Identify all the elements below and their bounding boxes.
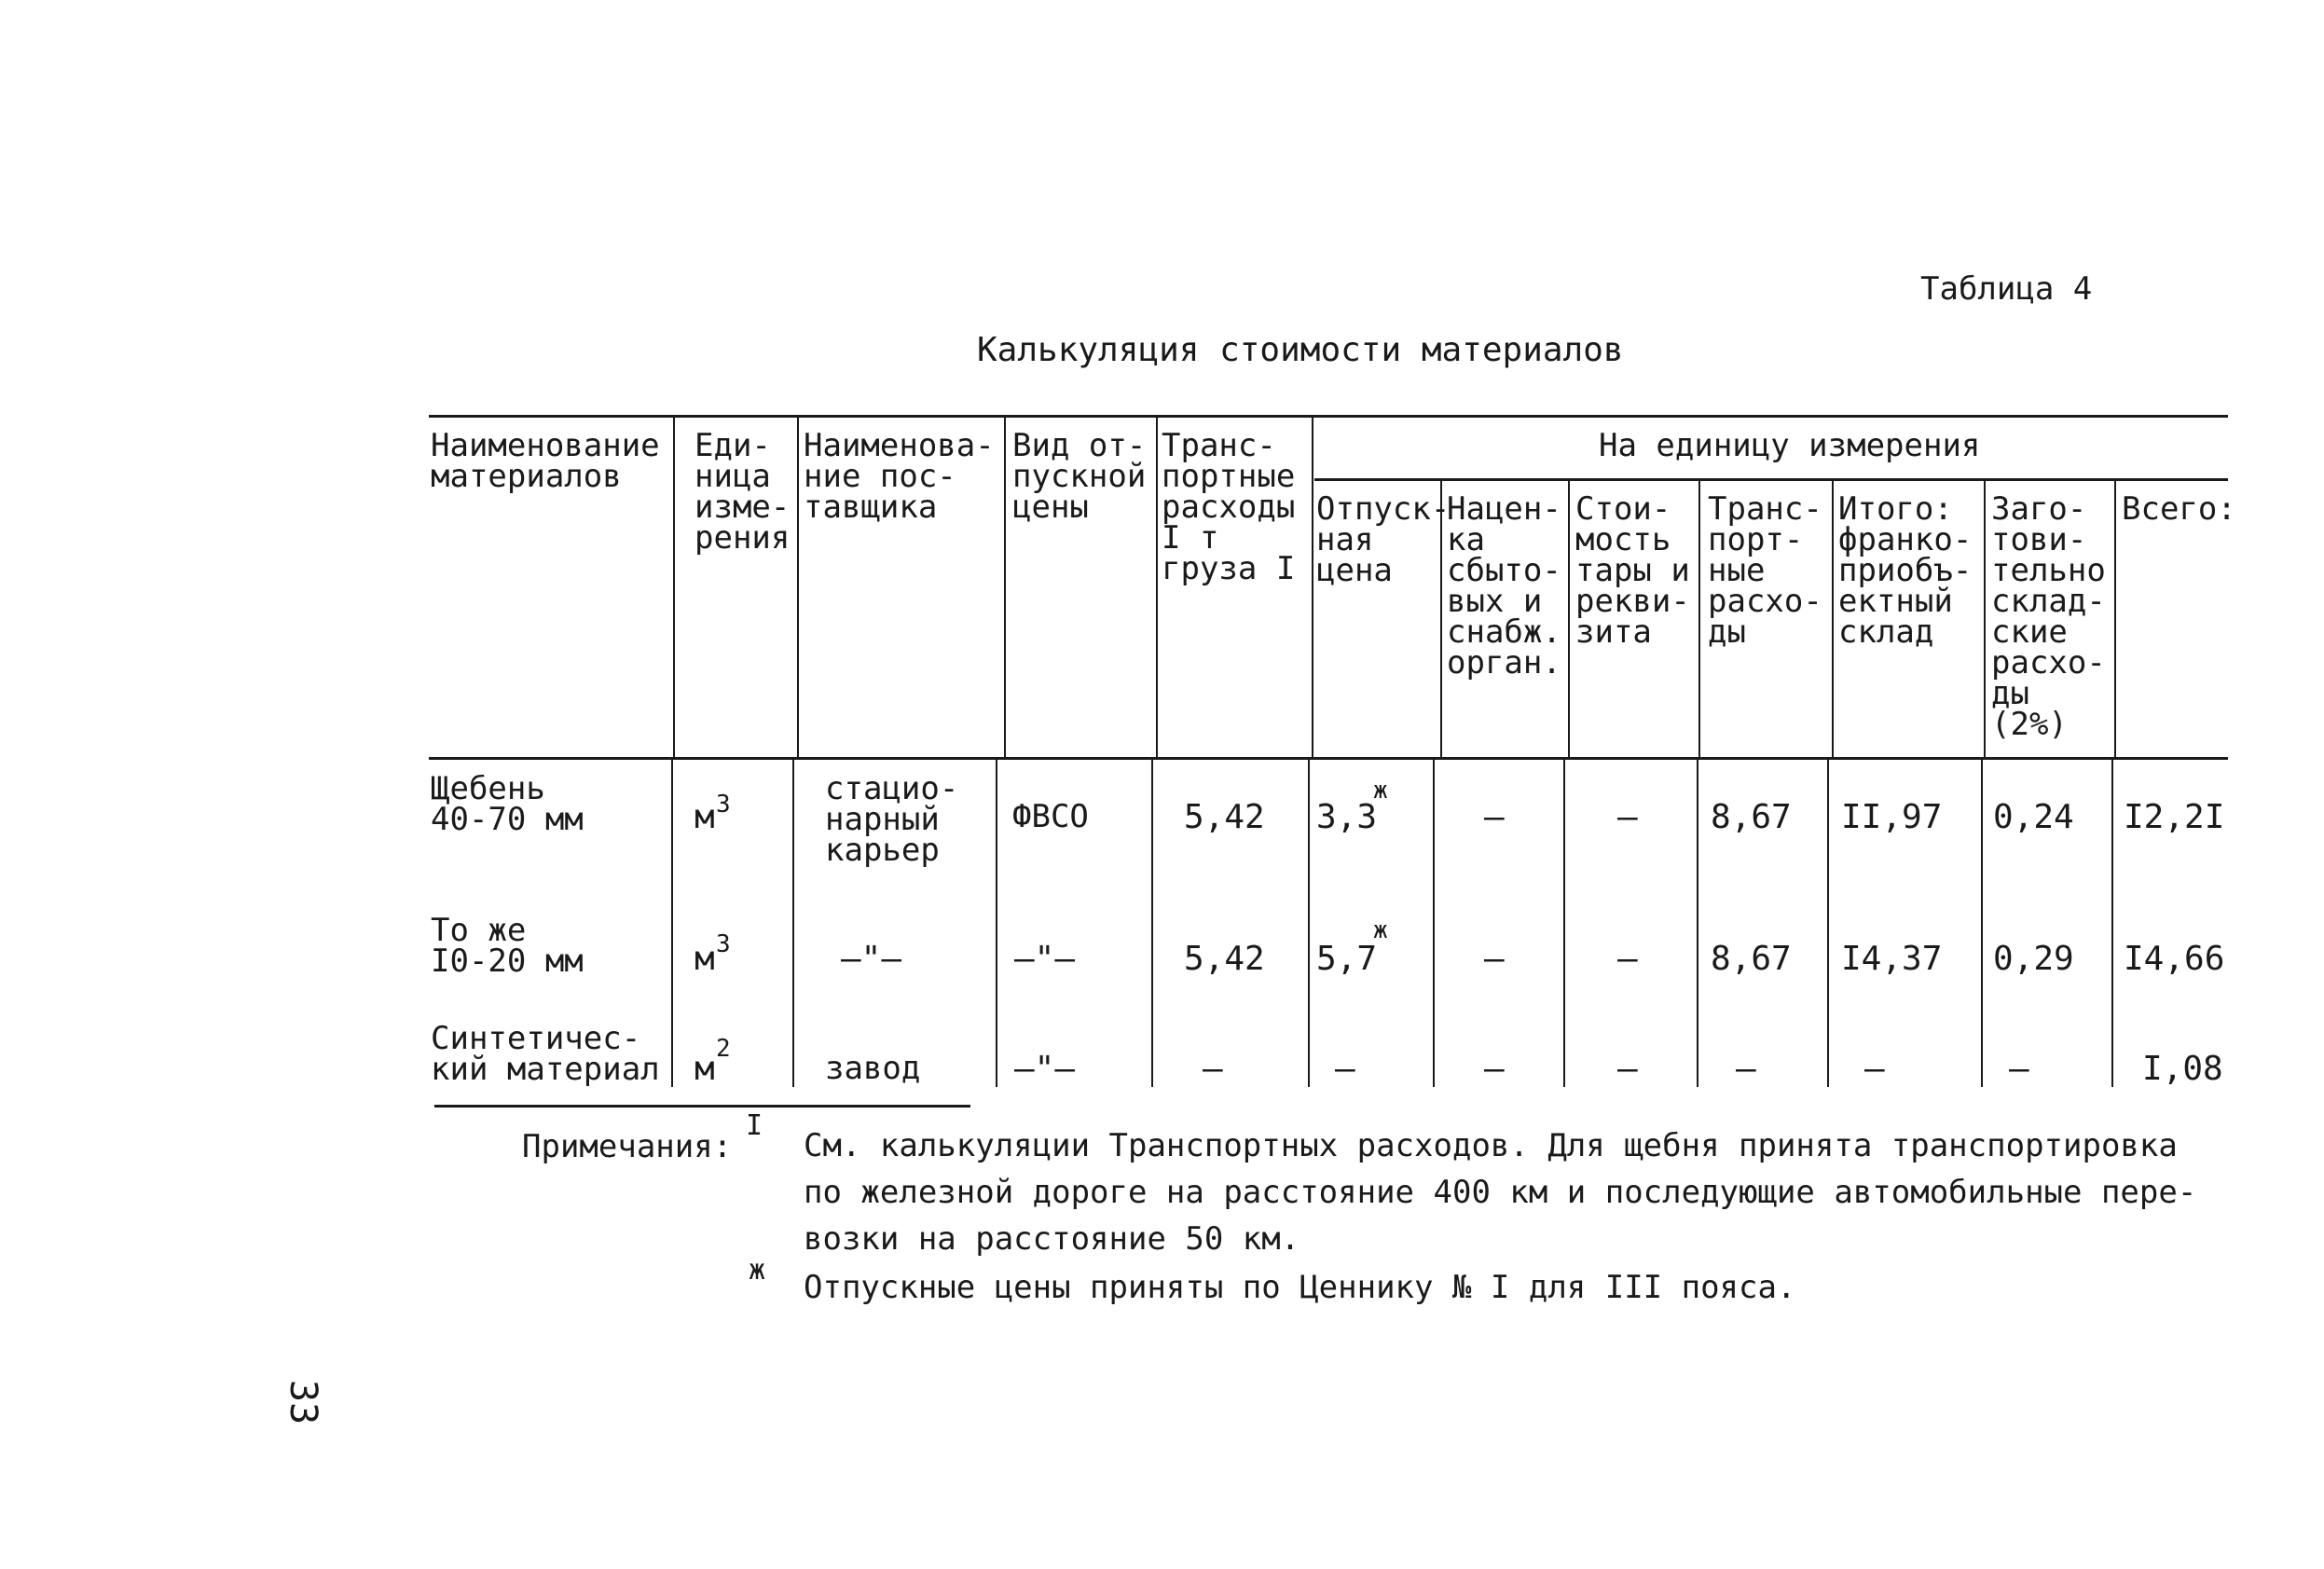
notes-label: Примечания: <box>522 1128 733 1165</box>
row2-release-price: 5,7 <box>1316 940 1378 978</box>
header-container-cost: Стои- мость тары и рекви- зита <box>1575 490 1690 651</box>
row3-price-type: –"– <box>1014 1050 1076 1088</box>
row2-supplier: –"– <box>841 940 902 978</box>
row3-supplier: завод <box>825 1050 921 1087</box>
row3-transport-cost: – <box>1203 1050 1223 1088</box>
header-transport: Транс- порт- ные расхо- ды <box>1708 490 1822 651</box>
row2-total-franco: I4,37 <box>1841 940 1943 978</box>
row2-transport-cost: 5,42 <box>1184 940 1265 978</box>
row1-total-franco: II,97 <box>1841 798 1943 836</box>
row1-supplier: стацио- нарный карьер <box>825 770 959 869</box>
row3-material: Синтетичес- кий материал <box>431 1020 660 1088</box>
header-price-type: Вид от- пускной цены <box>1012 427 1147 526</box>
table-label: Таблица 4 <box>1920 270 2093 308</box>
header-per-unit-group: На единицу измерения <box>1599 427 1981 464</box>
note-line-4: Отпускные цены приняты по Ценнику № I для III пояса. <box>804 1269 1796 1306</box>
row1-transport-cost: 5,42 <box>1184 798 1265 836</box>
row2-unit: м <box>694 940 715 978</box>
row3-unit-sup: 2 <box>716 1035 731 1063</box>
row1-procurement: 0,24 <box>1993 798 2074 836</box>
row1-markup: – <box>1484 798 1505 836</box>
note-line-1: См. калькуляции Транспортных расходов. Для щебня принята транспортировка <box>804 1127 2178 1164</box>
row1-unit-sup: 3 <box>716 791 731 819</box>
row1-release-price: 3,3 <box>1316 798 1378 836</box>
row2-transport: 8,67 <box>1711 940 1792 978</box>
row2-unit-sup: 3 <box>716 930 731 958</box>
table-title: Калькуляция стоимости материалов <box>977 331 1624 369</box>
row3-unit: м <box>694 1050 715 1088</box>
row2-procurement: 0,29 <box>1993 940 2074 978</box>
row3-total: I,08 <box>2142 1050 2223 1088</box>
row1-container-cost: – <box>1617 798 1638 836</box>
row2-total: I4,66 <box>2124 940 2225 978</box>
row3-markup: – <box>1484 1050 1505 1088</box>
row2-release-mark: ж <box>1373 916 1388 944</box>
row3-procurement: – <box>2009 1050 2029 1088</box>
row2-price-type: –"– <box>1014 940 1076 978</box>
row2-markup: – <box>1484 940 1505 978</box>
header-supplier: Наименова- ние пос- тавщика <box>804 427 995 526</box>
row2-container-cost: – <box>1617 940 1638 978</box>
row1-material: Щебень 40-70 мм <box>431 770 584 838</box>
row1-release-mark: ж <box>1373 777 1388 805</box>
row3-container-cost: – <box>1617 1050 1638 1088</box>
row1-unit: м <box>694 798 715 836</box>
header-total-franco: Итого: франко- приобъ- ектный склад <box>1838 490 1973 651</box>
header-material: Наименование материалов <box>431 427 660 495</box>
header-transport-cost: Транс- портные расходы I т груза I <box>1162 427 1296 587</box>
header-unit: Еди- ница изме- рения <box>694 427 791 557</box>
row1-price-type: ФВСО <box>1012 798 1089 835</box>
note-line-2: по железной дороге на расстояние 400 км и последующие автомобильные пере- <box>804 1174 2197 1211</box>
row1-total: I2,2I <box>2124 798 2225 836</box>
header-release-price: Отпуск- ная цена <box>1316 490 1451 589</box>
row1-transport: 8,67 <box>1711 798 1792 836</box>
page-number: 33 <box>282 1380 324 1425</box>
header-procurement: Заго- тови- тельно склад- ские расхо- ды (2%) <box>1991 490 2106 743</box>
note-mark-2: ж <box>749 1254 766 1287</box>
header-total: Всего: <box>2122 490 2236 528</box>
note-line-3: возки на расстояние 50 км. <box>804 1220 1300 1258</box>
row3-transport: – <box>1736 1050 1756 1088</box>
row2-material: То же I0-20 мм <box>431 912 584 980</box>
header-markup: Нацен- ка сбыто- вых и снабж. орган. <box>1447 490 1561 681</box>
note-mark-1: I <box>746 1109 763 1142</box>
row3-release-price: – <box>1335 1050 1355 1088</box>
row3-total-franco: – <box>1864 1050 1885 1088</box>
